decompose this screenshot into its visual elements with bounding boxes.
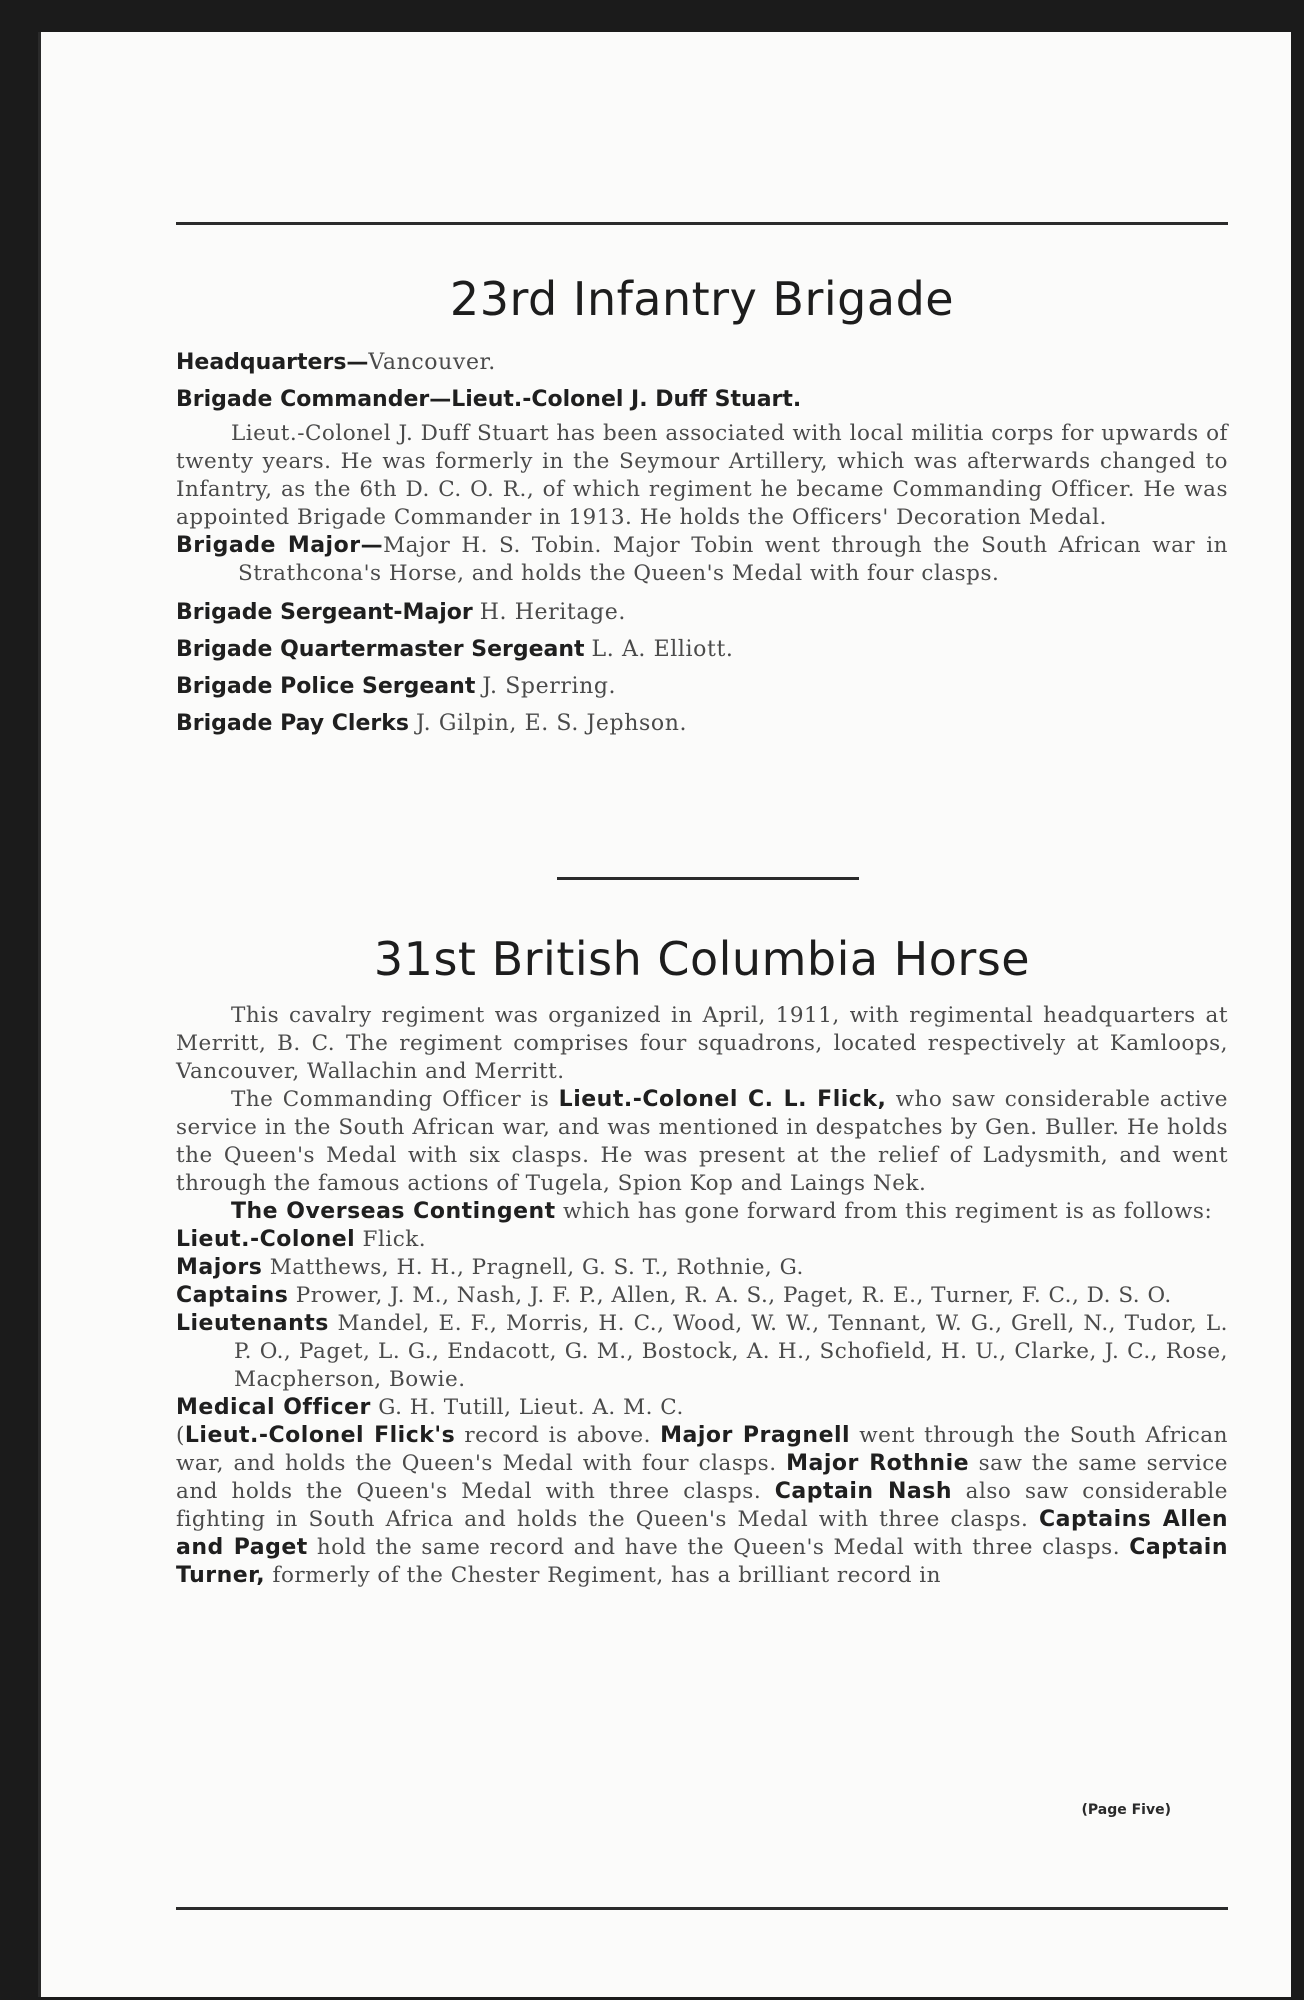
section-title-infantry-brigade: 23rd Infantry Brigade <box>449 272 955 326</box>
commander-label: Brigade Commander—Lieut.-Colonel J. Duff Stuart. <box>176 387 802 412</box>
record-name: Major Pragnell <box>660 1423 851 1448</box>
staff-label: Brigade Quartermaster Sergeant <box>176 637 585 662</box>
staff-label: Brigade Sergeant-Major <box>176 600 473 625</box>
officer-records-paragraph <box>176 1422 1228 1590</box>
officer-rank: Majors <box>176 1255 263 1280</box>
record-text: record is above. <box>455 1423 661 1448</box>
top-rule <box>176 222 1228 225</box>
brigade-major-paragraph <box>176 532 1228 588</box>
staff-label: Brigade Police Sergeant <box>176 674 476 699</box>
record-text: also saw considerable fighting in South Africa and holds the Queen's Medal with three clasps. <box>176 1479 1228 1532</box>
headquarters-line <box>176 344 1228 381</box>
staff-item <box>176 668 1228 705</box>
section-title-bc-horse: 31st British Columbia Horse <box>373 932 1031 986</box>
officer-list <box>176 1226 1228 1422</box>
bc-horse-section <box>176 1002 1228 1590</box>
record-name: Captains Allen and Paget <box>176 1507 1228 1560</box>
record-text: went through the South African war, and holds the Queen's Medal with four clasps. <box>176 1423 1228 1476</box>
commanding-officer-paragraph <box>176 1086 1228 1198</box>
headquarters-value: Vancouver. <box>368 350 496 375</box>
record-name: Captain Nash <box>774 1479 953 1504</box>
co-name: Lieut.-Colonel C. L. Flick, <box>558 1087 887 1112</box>
brigade-major-label: Brigade Major— <box>176 533 384 558</box>
record-name: Major Rothnie <box>786 1451 970 1476</box>
staff-value: L. A. Elliott. <box>591 637 734 662</box>
staff-item <box>176 594 1228 631</box>
page-number: (Page Five) <box>1081 1802 1171 1818</box>
officer-row <box>176 1310 1228 1394</box>
document-page <box>38 32 1291 1997</box>
section-divider <box>557 877 859 880</box>
infantry-brigade-section <box>176 344 1228 742</box>
regiment-intro: This cavalry regiment was organized in April, 1911, with regimental headquarters at Merritt, B. C. The regiment comprises four squadrons, located respectively at Kamloops, Vancouver, Wallachin and Merritt. <box>176 1003 1228 1084</box>
staff-label: Brigade Pay Clerks <box>176 711 409 736</box>
officer-rank: Lieut.-Colonel <box>176 1227 356 1252</box>
record-text: ( <box>176 1423 185 1448</box>
brigade-major-text: Major H. S. Tobin. Major Tobin went through the South African war in Strathcona's Horse, and holds the Queen's Medal with four clasps. <box>238 533 1229 586</box>
contingent-text: which has gone forward from this regiment is as follows: <box>555 1199 1213 1224</box>
staff-list <box>176 594 1228 742</box>
officer-rank: Lieutenants <box>176 1311 329 1336</box>
officer-row <box>176 1282 1228 1310</box>
officer-names: Matthews, H. H., Pragnell, G. S. T., Rothnie, G. <box>269 1255 804 1280</box>
record-text: hold the same record and have the Queen's Medal with three clasps. <box>307 1535 1130 1560</box>
co-text-after: who saw considerable active service in the South African war, and was mentioned in despatches by Gen. Buller. He holds the Queen's Medal with six clasps. He was present at the relief of Ladysmith, and went through the famous actions of Tugela, Spion Kop and Laings Nek. <box>176 1087 1229 1196</box>
record-name: Captain Turner, <box>176 1535 1229 1588</box>
contingent-paragraph <box>176 1198 1228 1226</box>
bottom-rule <box>176 1907 1228 1910</box>
headquarters-label: Headquarters— <box>176 350 369 375</box>
officer-rank: Captains <box>176 1283 289 1308</box>
officer-names: G. H. Tutill, Lieut. A. M. C. <box>378 1395 684 1420</box>
record-name: Lieut.-Colonel Flick's <box>184 1423 456 1448</box>
staff-value: J. Sperring. <box>482 674 617 699</box>
commander-bio: Lieut.-Colonel J. Duff Stuart has been associated with local militia corps for upwards of twenty years. He was formerly in the Seymour Artillery, which was afterwards changed to Infantry, as the 6th D. C. O. R., of which regiment he became Commanding Officer. He was appointed Brigade Commander in 1913. He holds the Officers' Decoration Medal. <box>176 421 1228 530</box>
record-text: saw the same service and holds the Queen's Medal with three clasps. <box>176 1451 1228 1504</box>
commander-line <box>176 381 1228 418</box>
officer-rank: Medical Officer <box>176 1395 371 1420</box>
staff-item <box>176 705 1228 742</box>
co-text-before: The Commanding Officer is <box>231 1087 559 1112</box>
staff-item <box>176 631 1228 668</box>
officer-row <box>176 1226 1228 1254</box>
contingent-label: The Overseas Contingent <box>231 1199 556 1224</box>
staff-value: H. Heritage. <box>479 600 626 625</box>
officer-names: Mandel, E. F., Morris, H. C., Wood, W. W., Tennant, W. G., Grell, N., Tudor, L. P. O., Paget, L. G., Endacott, G. M., Bostock, A. H., Schofield, H. U., Clarke, J. C., Rose, Macpherson, Bowie. <box>234 1311 1228 1392</box>
officer-names: Flick. <box>362 1227 427 1252</box>
officer-names: Prower, J. M., Nash, J. F. P., Allen, R. A. S., Paget, R. E., Turner, F. C., D. S. O. <box>295 1283 1172 1308</box>
officer-row <box>176 1394 1228 1422</box>
officer-row <box>176 1254 1228 1282</box>
staff-value: J. Gilpin, E. S. Jephson. <box>415 711 688 736</box>
record-text: formerly of the Chester Regiment, has a brilliant record in <box>265 1563 942 1588</box>
